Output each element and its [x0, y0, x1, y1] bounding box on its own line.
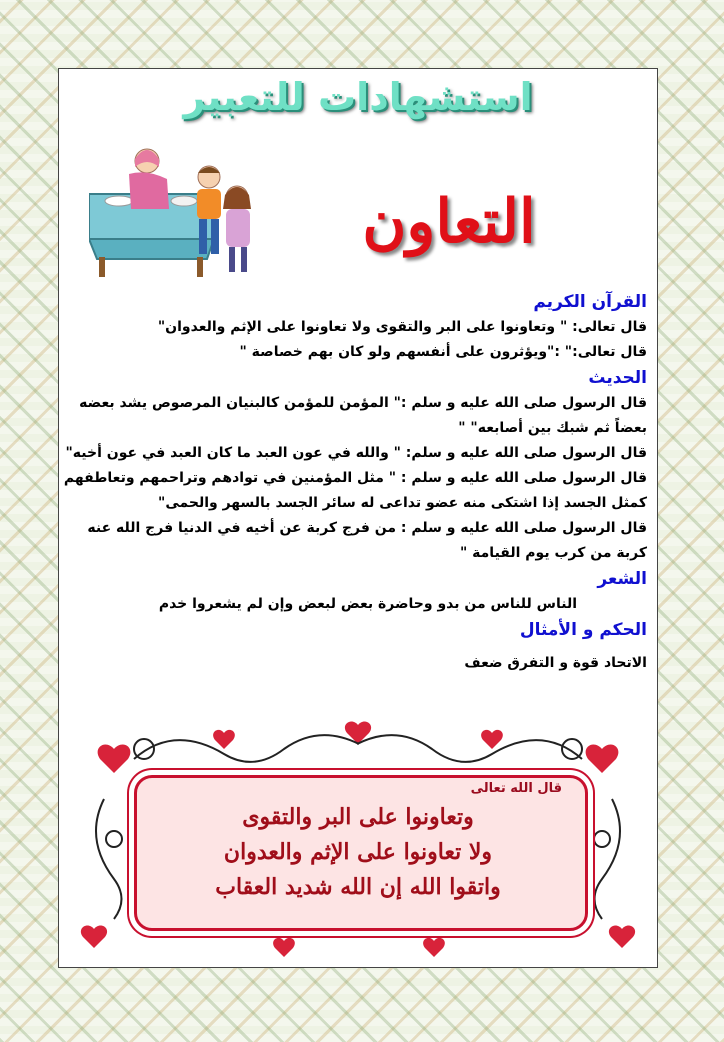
- verse-banner: [74, 719, 642, 959]
- citations-content: [63, 289, 647, 676]
- proverb-line: الاتحاد قوة و التفرق ضعف: [464, 655, 647, 671]
- hadith-line: كربة من كرب يوم القيامة ": [459, 545, 647, 561]
- family-table-illustration: [89, 139, 279, 279]
- verse-line: ولا تعاونوا على الإثم والعدوان: [223, 839, 493, 865]
- topic-title: التعاون: [362, 187, 536, 257]
- hadith-line: كمثل الجسد إذا اشتكى منه عضو تداعى له سائر الجسد بالسهر والحمى": [158, 495, 647, 511]
- hadith-line: قال الرسول صلى الله عليه و سلم :" المؤمن للمؤمن كالبنيان المرصوص يشد بعضه: [79, 395, 647, 411]
- hadith-line: قال الرسول صلى الله عليه و سلم: " والله في عون العبد ما كان العبد في عون أخيه": [65, 445, 647, 461]
- verse-line: وتعاونوا على البر والتقوى: [242, 804, 474, 830]
- quran-line: قال تعالى: " وتعاونوا على البر والتقوى ولا تعاونوا على الإثم والعدوان": [157, 319, 647, 335]
- verse-label: قال الله تعالى: [470, 781, 562, 796]
- quran-heading: القرآن الكريم: [533, 292, 647, 312]
- hadith-heading: الحديث: [588, 368, 647, 388]
- proverbs-heading: الحكم و الأمثال: [519, 620, 647, 640]
- hadith-line: قال الرسول صلى الله عليه و سلم : " مثل المؤمنين في توادهم وتراحمهم وتعاطفهم: [63, 470, 647, 486]
- poetry-line: الناس للناس من بدو وحاضرة بعض لبعض وإن لم يشعروا خدم: [158, 596, 577, 612]
- verse-line: واتقوا الله إن الله شديد العقاب: [215, 874, 501, 900]
- page-sheet: [58, 68, 658, 968]
- hadith-line: بعضاً ثم شبك بين أصابعه" ": [458, 420, 647, 436]
- page-title: استشهادات للتعبير: [183, 75, 533, 119]
- hadith-line: قال الرسول صلى الله عليه و سلم : من فرج كربة عن أخيه في الدنيا فرج الله عنه: [87, 520, 647, 536]
- quran-line: قال تعالى:" :"ويؤثرون على أنفسهم ولو كان بهم خصاصة ": [239, 344, 647, 360]
- poetry-heading: الشعر: [597, 569, 647, 589]
